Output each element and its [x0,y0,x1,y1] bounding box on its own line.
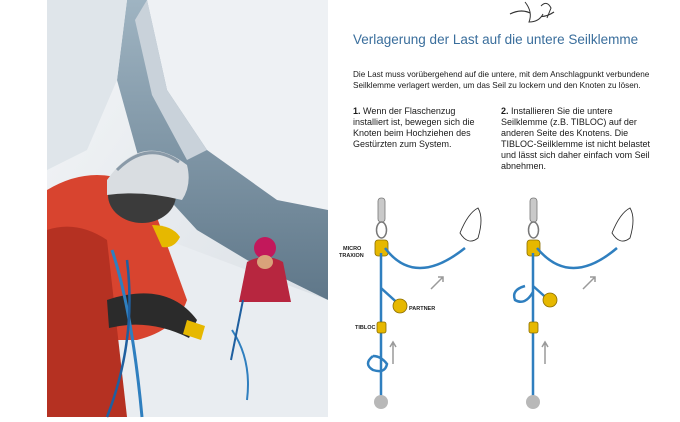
tibloc-icon [377,322,386,333]
hand-rope-icon [505,0,565,26]
pull-arrow-icon [583,277,595,289]
partner-pulley-icon [543,293,557,307]
hand-icon [460,208,481,241]
crevasse-rescue-photo [47,0,351,418]
label-tibloc: TIBLOC [355,325,376,331]
up-arrow-icon [390,342,396,364]
intro-paragraph: Die Last muss vorübergehend auf die untere, mit dem Anschlagpunkt verbundene Seilklemme verlagert werden, um das Seil zu lockern und den Knoten zu lösen. [353,70,650,90]
pull-arrow-icon [431,277,443,289]
diagram-step-2 [514,198,633,409]
hand-icon [612,208,633,241]
load-icon [374,395,388,409]
section-title: Verlagerung der Last auf die untere Seilklemme [353,32,639,47]
carabiner-icon [529,222,539,238]
label-traxion: TRAXION [339,253,364,259]
step-2-number: 2. [501,106,509,116]
knot-icon [368,356,387,371]
load-icon [526,395,540,409]
label-micro: MICRO [343,246,362,252]
step-2-text: Installieren Sie die untere Seilklemme (z.B. TIBLOC) auf der anderen Seite des Knotens. Die TIBLOC-Seilklemme ist nicht belastet und lässt sich daher einfach vom Seil abnehmen. [501,106,651,171]
carabiner-icon [377,222,387,238]
photo-credit: © Boris Dufour [332,400,351,418]
tibloc-icon [529,322,538,333]
rope-system-diagram [335,188,680,417]
step-1-number: 1. [353,106,361,116]
step-1-text: Wenn der Flaschenzug installiert ist, bewegen sich die Knoten beim Hochziehen des Gestürzten zum System. [353,106,475,149]
step-2 [501,106,651,172]
diagram-step-1 [339,198,481,409]
anchor-icon [530,198,537,222]
partner-pulley-icon [393,299,407,313]
label-partner: PARTNER [409,306,436,312]
step-1 [353,106,493,150]
up-arrow-icon [542,342,548,364]
photo-illustration [47,0,328,417]
anchor-icon [378,198,385,222]
knot-icon [514,286,533,302]
